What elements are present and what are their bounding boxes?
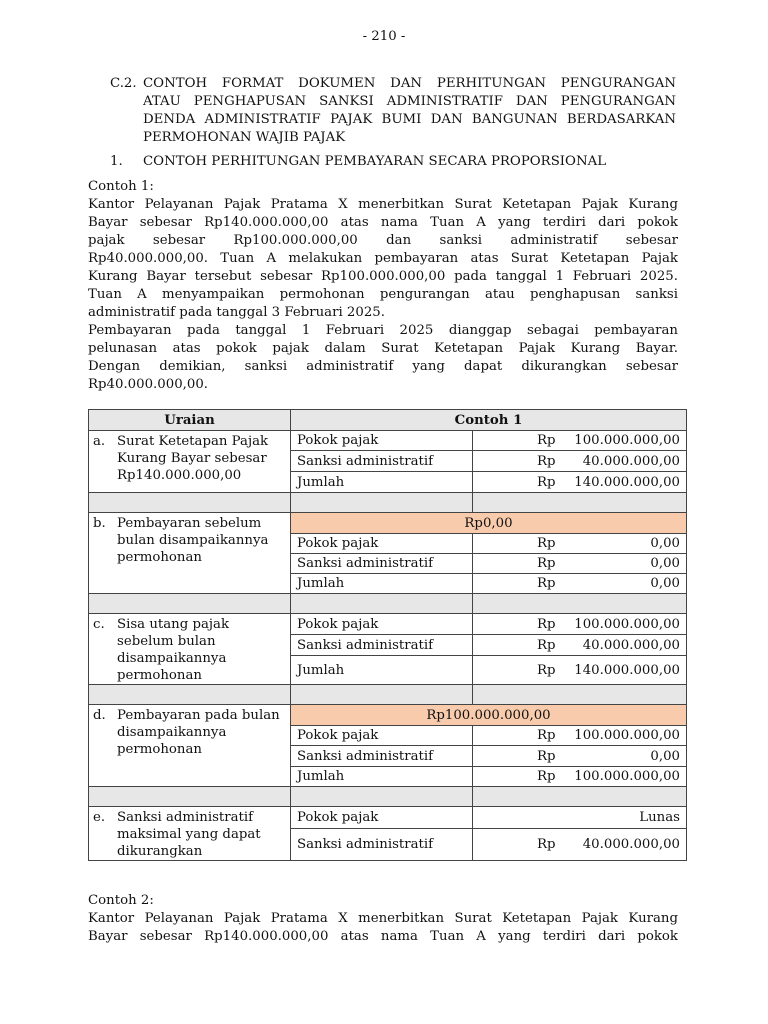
spacer-row (89, 594, 687, 614)
table-row (89, 614, 687, 635)
item-label: Pokok pajak (291, 807, 473, 829)
highlight-amount: Rp0,00 (291, 513, 687, 534)
paragraph-line: Kurang Bayar tersebut sebesar Rp100.000.000,00 pada tanggal 1 Februari 2025. (88, 269, 678, 284)
item-label: Pokok pajak (291, 431, 473, 451)
amount-cell (473, 431, 687, 451)
spacer-cell (291, 787, 473, 807)
paragraph-line: pelunasan atas pokok pajak dalam Surat Ketetapan Pajak Kurang Bayar. (88, 341, 678, 356)
table-row (89, 807, 687, 829)
item-label: Jumlah (291, 472, 473, 493)
item-label: Sanksi administratif (291, 828, 473, 860)
amount-value: 0,00 (650, 536, 680, 551)
paragraph-line: Bayar sebesar Rp140.000.000,00 atas nama Tuan A yang terdiri dari pokok (88, 929, 678, 944)
item-label: Sanksi administratif (291, 451, 473, 472)
item-label: Sanksi administratif (291, 746, 473, 767)
currency: Rp (537, 616, 556, 632)
currency: Rp (537, 536, 556, 551)
amount-value: 100.000.000,00 (574, 728, 680, 743)
spacer-cell (291, 493, 473, 513)
item-label: Pokok pajak (291, 614, 473, 635)
currency: Rp (537, 836, 556, 852)
currency: Rp (537, 474, 556, 490)
spacer-cell (89, 493, 291, 513)
amount-value: 40.000.000,00 (582, 453, 680, 469)
item-label: Pokok pajak (291, 534, 473, 554)
amount-cell (473, 554, 687, 574)
amount-cell: Lunas (473, 807, 687, 829)
currency: Rp (537, 556, 556, 571)
row-letter: c. (93, 617, 105, 632)
amount-cell (473, 472, 687, 493)
item-label: Jumlah (291, 574, 473, 594)
paragraph-line: pajak sebesar Rp100.000.000,00 dan sanksi administratif sebesar (88, 233, 678, 248)
item-label: Sanksi administratif (291, 635, 473, 656)
amount-cell (473, 451, 687, 472)
amount-cell (473, 614, 687, 635)
amount-cell (473, 726, 687, 746)
currency: Rp (537, 453, 556, 469)
currency: Rp (537, 662, 556, 678)
spacer-cell (291, 685, 473, 705)
section-title-line: PERMOHONAN WAJIB PAJAK (143, 130, 346, 145)
calculation-table (88, 409, 687, 861)
item-label: Pokok pajak (291, 726, 473, 746)
amount-value: 100.000.000,00 (574, 433, 680, 448)
amount-value: 140.000.000,00 (574, 662, 680, 678)
row-letter: e. (93, 810, 106, 825)
currency: Rp (537, 748, 556, 764)
currency: Rp (537, 576, 556, 591)
amount-value: 100.000.000,00 (574, 616, 680, 632)
row-description: Pembayaran sebelum bulan disampaikannya permohonan (117, 516, 269, 565)
spacer-cell (473, 685, 687, 705)
amount-cell (473, 767, 687, 787)
spacer-cell (473, 787, 687, 807)
amount-value: 140.000.000,00 (574, 474, 680, 490)
amount-value: 0,00 (650, 576, 680, 591)
row-description: Pembayaran pada bulan disampaikannya permohonan (117, 708, 280, 757)
example-label: Contoh 2: (88, 893, 154, 908)
amount-cell (473, 574, 687, 594)
paragraph-line: Kantor Pelayanan Pajak Pratama X menerbitkan Surat Ketetapan Pajak Kurang (88, 911, 678, 926)
spacer-cell (473, 493, 687, 513)
header-contoh-1: Contoh 1 (291, 410, 687, 431)
header-uraian: Uraian (89, 410, 291, 431)
amount-cell (473, 534, 687, 554)
subsection-title: CONTOH PERHITUNGAN PEMBAYARAN SECARA PROPORSIONAL (143, 154, 607, 169)
table-row (89, 513, 687, 534)
paragraph-line: Dengan demikian, sanksi administratif yang dapat dikurangkan sebesar (88, 359, 678, 374)
spacer-cell (473, 594, 687, 614)
spacer-row (89, 493, 687, 513)
amount-value: 40.000.000,00 (582, 836, 680, 852)
amount-cell (473, 828, 687, 860)
uraian-cell (89, 705, 291, 787)
amount-cell (473, 746, 687, 767)
section-title-line: CONTOH FORMAT DOKUMEN DAN PERHITUNGAN PENGURANGAN (143, 76, 676, 91)
item-label: Jumlah (291, 656, 473, 685)
paragraph-line: Rp40.000.000,00. Tuan A melakukan pembayaran atas Surat Ketetapan Pajak (88, 251, 678, 266)
table-row (89, 705, 687, 726)
row-letter: d. (93, 708, 106, 723)
page-number: - 210 - (362, 29, 406, 44)
currency: Rp (537, 769, 556, 784)
example-2-text (88, 892, 678, 946)
uraian-cell (89, 513, 291, 594)
example-label: Contoh 1: (88, 179, 154, 194)
spacer-cell (89, 787, 291, 807)
row-letter: a. (93, 434, 106, 449)
row-description: Sisa utang pajak sebelum bulan disampaikannya permohonan (117, 617, 230, 683)
item-label: Sanksi administratif (291, 554, 473, 574)
spacer-row (89, 787, 687, 807)
example-1-text (88, 178, 678, 394)
amount-value: 0,00 (650, 556, 680, 571)
paragraph-line: Tuan A menyampaikan permohonan pengurangan atau penghapusan sanksi (88, 287, 678, 302)
spacer-cell (89, 685, 291, 705)
section-title-line: DENDA ADMINISTRATIF PAJAK BUMI DAN BANGUNAN BERDASARKAN (143, 112, 676, 127)
subsection-number: 1. (110, 154, 123, 169)
amount-cell (473, 656, 687, 685)
highlight-amount: Rp100.000.000,00 (291, 705, 687, 726)
paragraph-line: Kantor Pelayanan Pajak Pratama X menerbitkan Surat Ketetapan Pajak Kurang (88, 197, 678, 212)
currency: Rp (537, 637, 556, 653)
table-row (89, 431, 687, 451)
spacer-cell (291, 594, 473, 614)
paragraph-line: Rp40.000.000,00. (88, 377, 209, 392)
uraian-cell (89, 431, 291, 493)
amount-cell (473, 635, 687, 656)
amount-value: 100.000.000,00 (574, 769, 680, 784)
paragraph-line: Pembayaran pada tanggal 1 Februari 2025 dianggap sebagai pembayaran (88, 323, 678, 338)
section-number: C.2. (110, 76, 137, 91)
amount-value: 0,00 (650, 748, 680, 764)
paragraph-line: administratif pada tanggal 3 Februari 2025. (88, 305, 385, 320)
row-description: Surat Ketetapan Pajak Kurang Bayar sebesar Rp140.000.000,00 (117, 434, 269, 483)
currency: Rp (537, 728, 556, 743)
amount-value: 40.000.000,00 (582, 637, 680, 653)
row-description: Sanksi administratif maksimal yang dapat dikurangkan (117, 810, 261, 859)
paragraph-line: Bayar sebesar Rp140.000.000,00 atas nama Tuan A yang terdiri dari pokok (88, 215, 678, 230)
row-letter: b. (93, 516, 106, 531)
spacer-row (89, 685, 687, 705)
uraian-cell (89, 614, 291, 685)
section-title-line: ATAU PENGHAPUSAN SANKSI ADMINISTRATIF DAN PENGURANGAN (143, 94, 676, 109)
currency: Rp (537, 433, 556, 448)
item-label: Jumlah (291, 767, 473, 787)
uraian-cell (89, 807, 291, 861)
spacer-cell (89, 594, 291, 614)
